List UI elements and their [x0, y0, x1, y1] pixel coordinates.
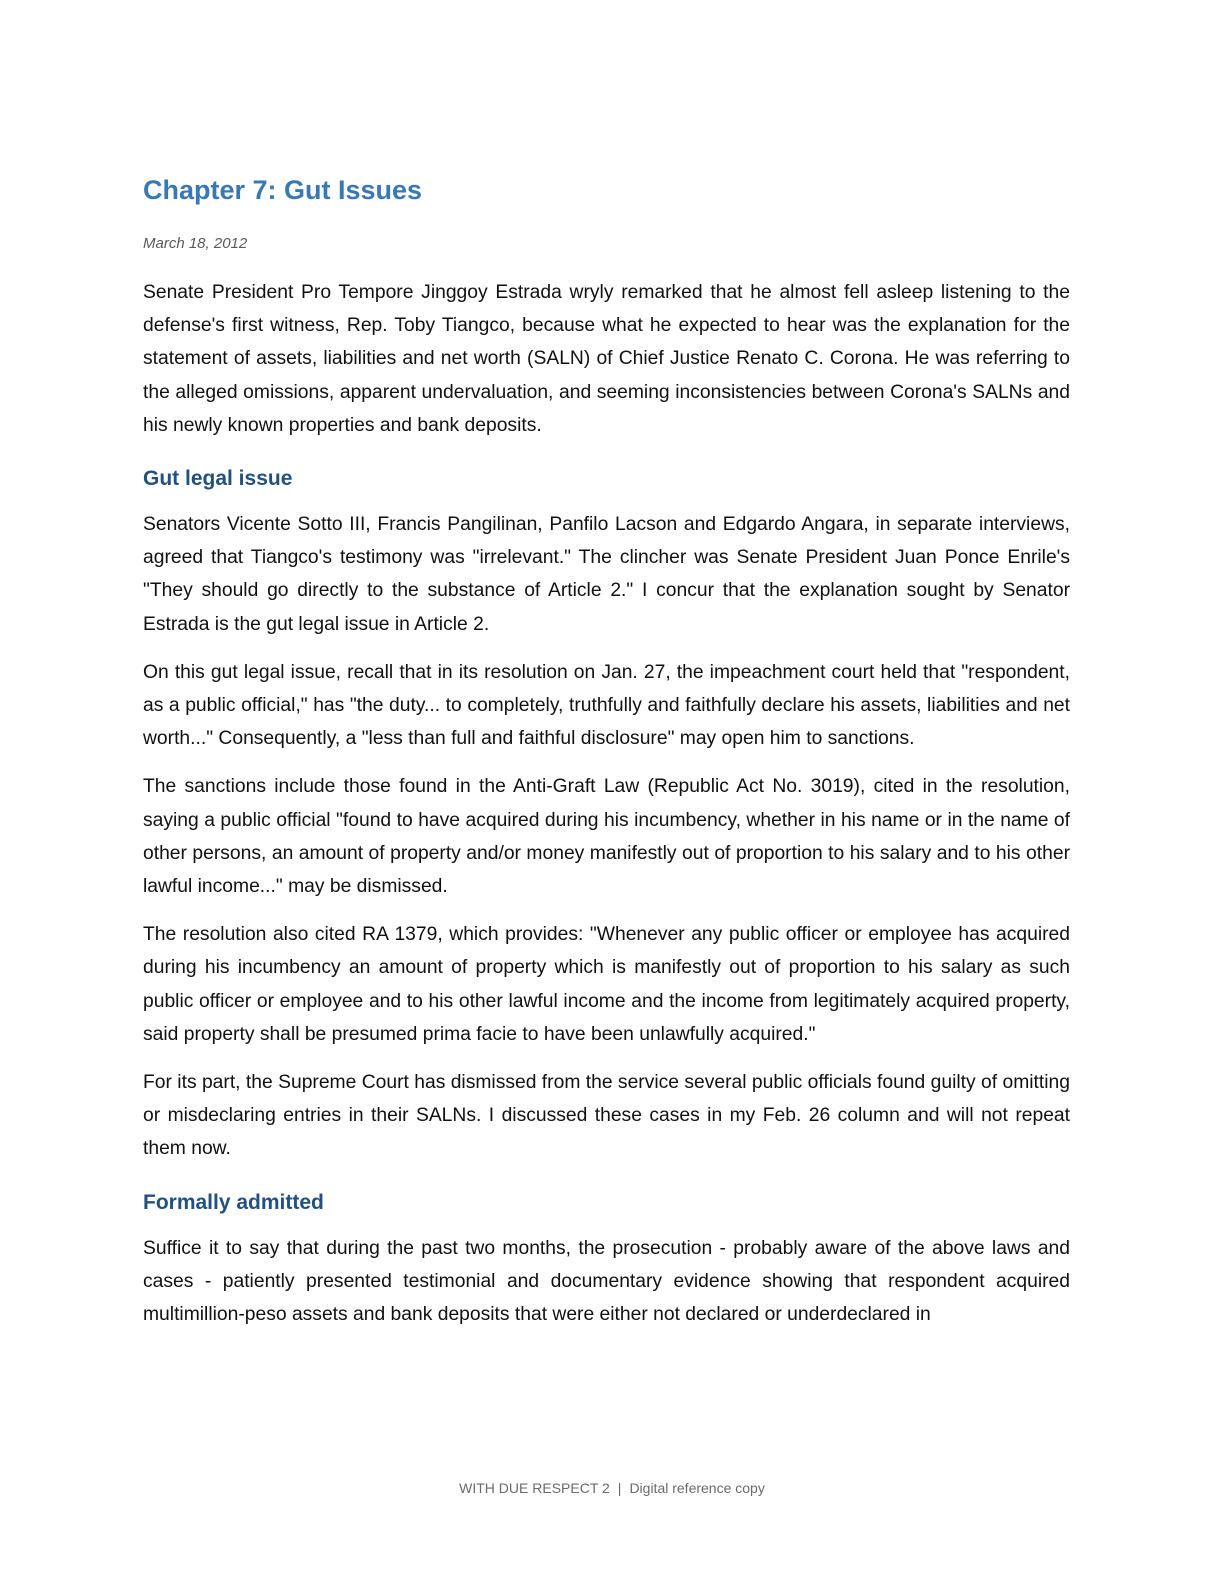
- footer-separator: |: [617, 1480, 622, 1496]
- chapter-date: March 18, 2012: [143, 235, 248, 252]
- paragraph-resolution-jan-27: On this gut legal issue, recall that in its resolution on Jan. 27, the impeachment court held that "respondent, as a public official," has "the duty... to completely, truthfully and faithfully declare his assets, liabilities and net worth..." Consequently, a "less than full and faithful disclosure" may open him to sanctions.: [143, 661, 1070, 750]
- page-body: [143, 170, 1070, 1346]
- paragraph-anti-graft-law: The sanctions include those found in the Anti-Graft Law (Republic Act No. 3019), cited in the resolution, saying a public official "found to have acquired during his incumbency, whether in his name or in the name of other persons, an amount of property and/or money manifestly out of proportion to his salary and to his other lawful income..." may be dismissed.: [143, 776, 1070, 898]
- paragraph-supreme-court: For its part, the Supreme Court has dismissed from the service several public officials found guilty of omitting or misdeclaring entries in their SALNs. I discussed these cases in my Feb. 26 column and will not repeat them now.: [143, 1072, 1070, 1160]
- footer-book-title: WITH DUE RESPECT 2: [459, 1480, 610, 1496]
- paragraph-prosecution-evidence: Suffice it to say that during the past two months, the prosecution - probably aware of the above laws and cases - patiently presented testimonial and documentary evidence showing that respondent acquired multimillion-peso assets and bank deposits that were either not declared or underdeclared in: [143, 1237, 1070, 1326]
- paragraph-intro: Senate President Pro Tempore Jinggoy Estrada wryly remarked that he almost fell asleep listening to the defense's first witness, Rep. Toby Tiangco, because what he expected to hear was the explanation for the statement of assets, liabilities and net worth (SALN) of Chief Justice Renato C. Corona. He was referring to the alleged omissions, apparent undervaluation, and seeming inconsistencies between Corona's SALNs and his newly known properties and bank deposits.: [143, 282, 1070, 436]
- section-heading-formally-admitted: Formally admitted: [143, 1190, 324, 1214]
- section-heading-gut-legal-issue: Gut legal issue: [143, 467, 293, 491]
- page-footer: [0, 1478, 1224, 1498]
- chapter-title: Chapter 7: Gut Issues: [143, 175, 423, 205]
- footer-note: Digital reference copy: [629, 1480, 765, 1496]
- paragraph-ra-1379: The resolution also cited RA 1379, which provides: "Whenever any public officer or employee has acquired during his incumbency an amount of property which is manifestly out of proportion to his salary as such public officer or employee and to his other lawful income and the income from legitimately acquired property, said property shall be presumed prima facie to have been unlawfully acquired.": [143, 924, 1070, 1045]
- paragraph-senators-agreed: Senators Vicente Sotto III, Francis Pangilinan, Panfilo Lacson and Edgardo Angara, in separate interviews, agreed that Tiangco's testimony was "irrelevant." The clincher was Senate President Juan Ponce Enrile's "They should go directly to the substance of Article 2." I concur that the explanation sought by Senator Estrada is the gut legal issue in Article 2.: [143, 514, 1070, 635]
